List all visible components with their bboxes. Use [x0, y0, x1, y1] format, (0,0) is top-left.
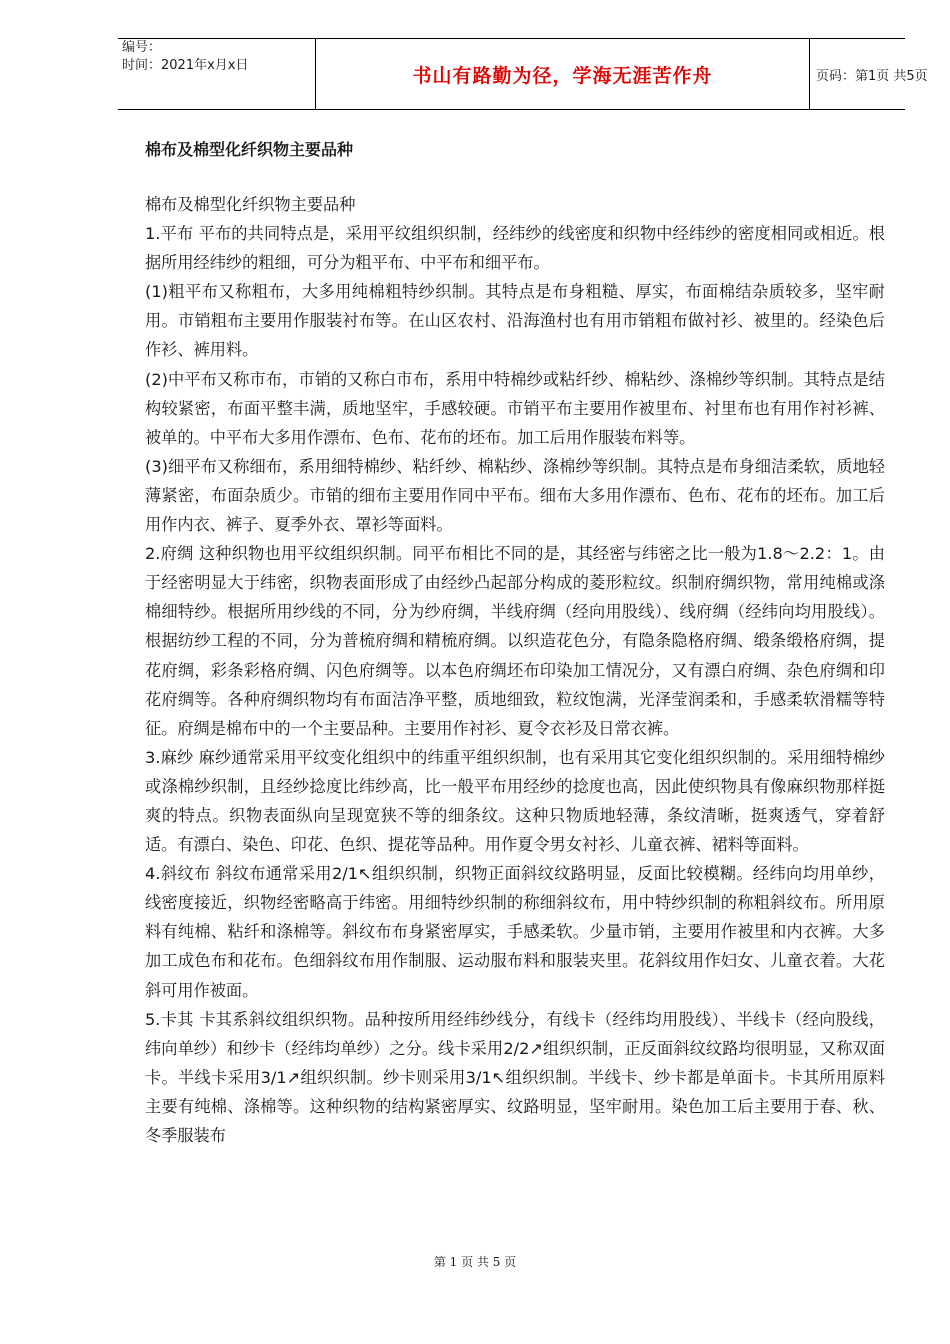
paragraph-twill: 4.斜纹布 斜纹布通常采用2/1↖组织织制，织物正面斜纹纹路明显，反面比较模糊。经纬向均用单纱，线密度接近，织物经密略高于纬密。用细特纱织制的称细斜纹布，用中特纱织制的称粗斜纹布。所用原料有纯棉、粘纤和涤棉等。斜纹布布身紧密厚实，手感柔软。少量市销，主要用作被里和内衣裤。大多加工成色布和花布。色细斜纹布用作制服、运动服布料和服装夹里。花斜纹用作妇女、儿童衣着。大花斜可用作被面。	[145, 864, 885, 1000]
paragraph-fine-plain: (3)细平布又称细布，系用细特棉纱、粘纤纱、棉粘纱、涤棉纱等织制。其特点是布身细洁柔软，质地轻薄紧密，布面杂质少。市销的细布主要用作同中平布。细布大多用作漂布、色布、花布的坯布。加工后用作内衣、裤子、夏季外衣、罩衫等面料。	[145, 456, 885, 535]
paragraph-khaki: 5.卡其 卡其系斜纹组织织物。品种按所用经纬纱线分，有线卡（经纬均用股线）、半线卡（经向股线，纬向单纱）和纱卡（经纬均单纱）之分。线卡采用2/2↗组织织制，正反面斜纹纹路均很明显，又称双面卡。半线卡采用3/1↗组织织制。纱卡则采用3/1↖组织织制。半线卡、纱卡都是单面卡。卡其所用原料主要有纯棉、涤棉等。这种织物的结构紧密厚实、纹路明显，坚牢耐用。染色加工后主要用于春、秋、冬季服装布	[145, 1009, 885, 1145]
header-motto: 书山有路勤为径，学海无涯苦作舟	[315, 39, 810, 109]
page-header	[118, 38, 928, 110]
paragraph-poplin: 2.府绸 这种织物也用平纹组织织制。同平布相比不同的是，其经密与纬密之比一般为1.8～2.2：1。由于经密明显大于纬密，织物表面形成了由经纱凸起部分构成的菱形粒纹。织制府绸织物，常用纯棉或涤棉细特纱。根据所用纱线的不同，分为纱府绸，半线府绸（经向用股线）、线府绸（经纬向均用股线）。根据纺纱工程的不同，分为普梳府绸和精梳府绸。以织造花色分，有隐条隐格府绸、缎条缎格府绸，提花府绸，彩条彩格府绸、闪色府绸等。以本色府绸坯布印染加工情况分，又有漂白府绸、杂色府绸和印花府绸等。各种府绸织物均有布面洁净平整，质地细致，粒纹饱满，光泽莹润柔和，手感柔软滑糯等特征。府绸是棉布中的一个主要品种。主要用作衬衫、夏令衣衫及日常衣裤。	[145, 544, 885, 738]
paragraph-subtitle: 棉布及棉型化纤织物主要品种	[145, 195, 356, 214]
header-meta	[118, 39, 315, 109]
document-body	[145, 190, 885, 1150]
document-title: 棉布及棉型化纤织物主要品种	[145, 140, 354, 159]
paragraph-medium-plain: (2)中平布又称市布，市销的又称白市布，系用中特棉纱或粘纤纱、棉粘纱、涤棉纱等织制。其特点是结构较紧密，布面平整丰满，质地坚牢，手感较硬。市销平布主要用作被里布、衬里布也有用作衬衫裤、被单的。中平布大多用作漂布、色布、花布的坯布。加工后用作服装布料等。	[145, 369, 885, 447]
paragraph-plain-cloth: 1.平布 平布的共同特点是，采用平纹组织织制，经纬纱的线密度和织物中经纬纱的密度相同或相近。根据所用经纬纱的粗细，可分为粗平布、中平布和细平布。	[145, 224, 885, 273]
number-label: 编号：	[122, 40, 162, 55]
paragraph-coarse-plain: (1)粗平布又称粗布，大多用纯棉粗特纱织制。其特点是布身粗糙、厚实，布面棉结杂质较多，坚牢耐用。市销粗布主要用作服装衬布等。在山区农村、沿海渔村也有用市销粗布做衬衫、被里的。经染色后作衫、裤用料。	[145, 282, 885, 360]
paragraph-dimity: 3.麻纱 麻纱通常采用平纹变化组织中的纬重平组织织制，也有采用其它变化组织织制的。采用细特棉纱或涤棉纱织制，且经纱捻度比纬纱高，比一般平布用经纱的捻度也高，因此使织物具有像麻织物那样挺爽的特点。织物表面纵向呈现宽狭不等的细条纹。这种只物质地轻薄，条纹清晰，挺爽透气，穿着舒适。有漂白、染色、印花、色织、提花等品种。用作夏令男女衬衫、儿童衣裤、裙料等面料。	[145, 747, 885, 855]
header-page-info: 页码：第1页 共5页	[816, 68, 928, 84]
page-footer: 第 1 页 共 5 页	[433, 1255, 517, 1269]
time-label: 时间：2021年x月x日	[122, 58, 249, 73]
